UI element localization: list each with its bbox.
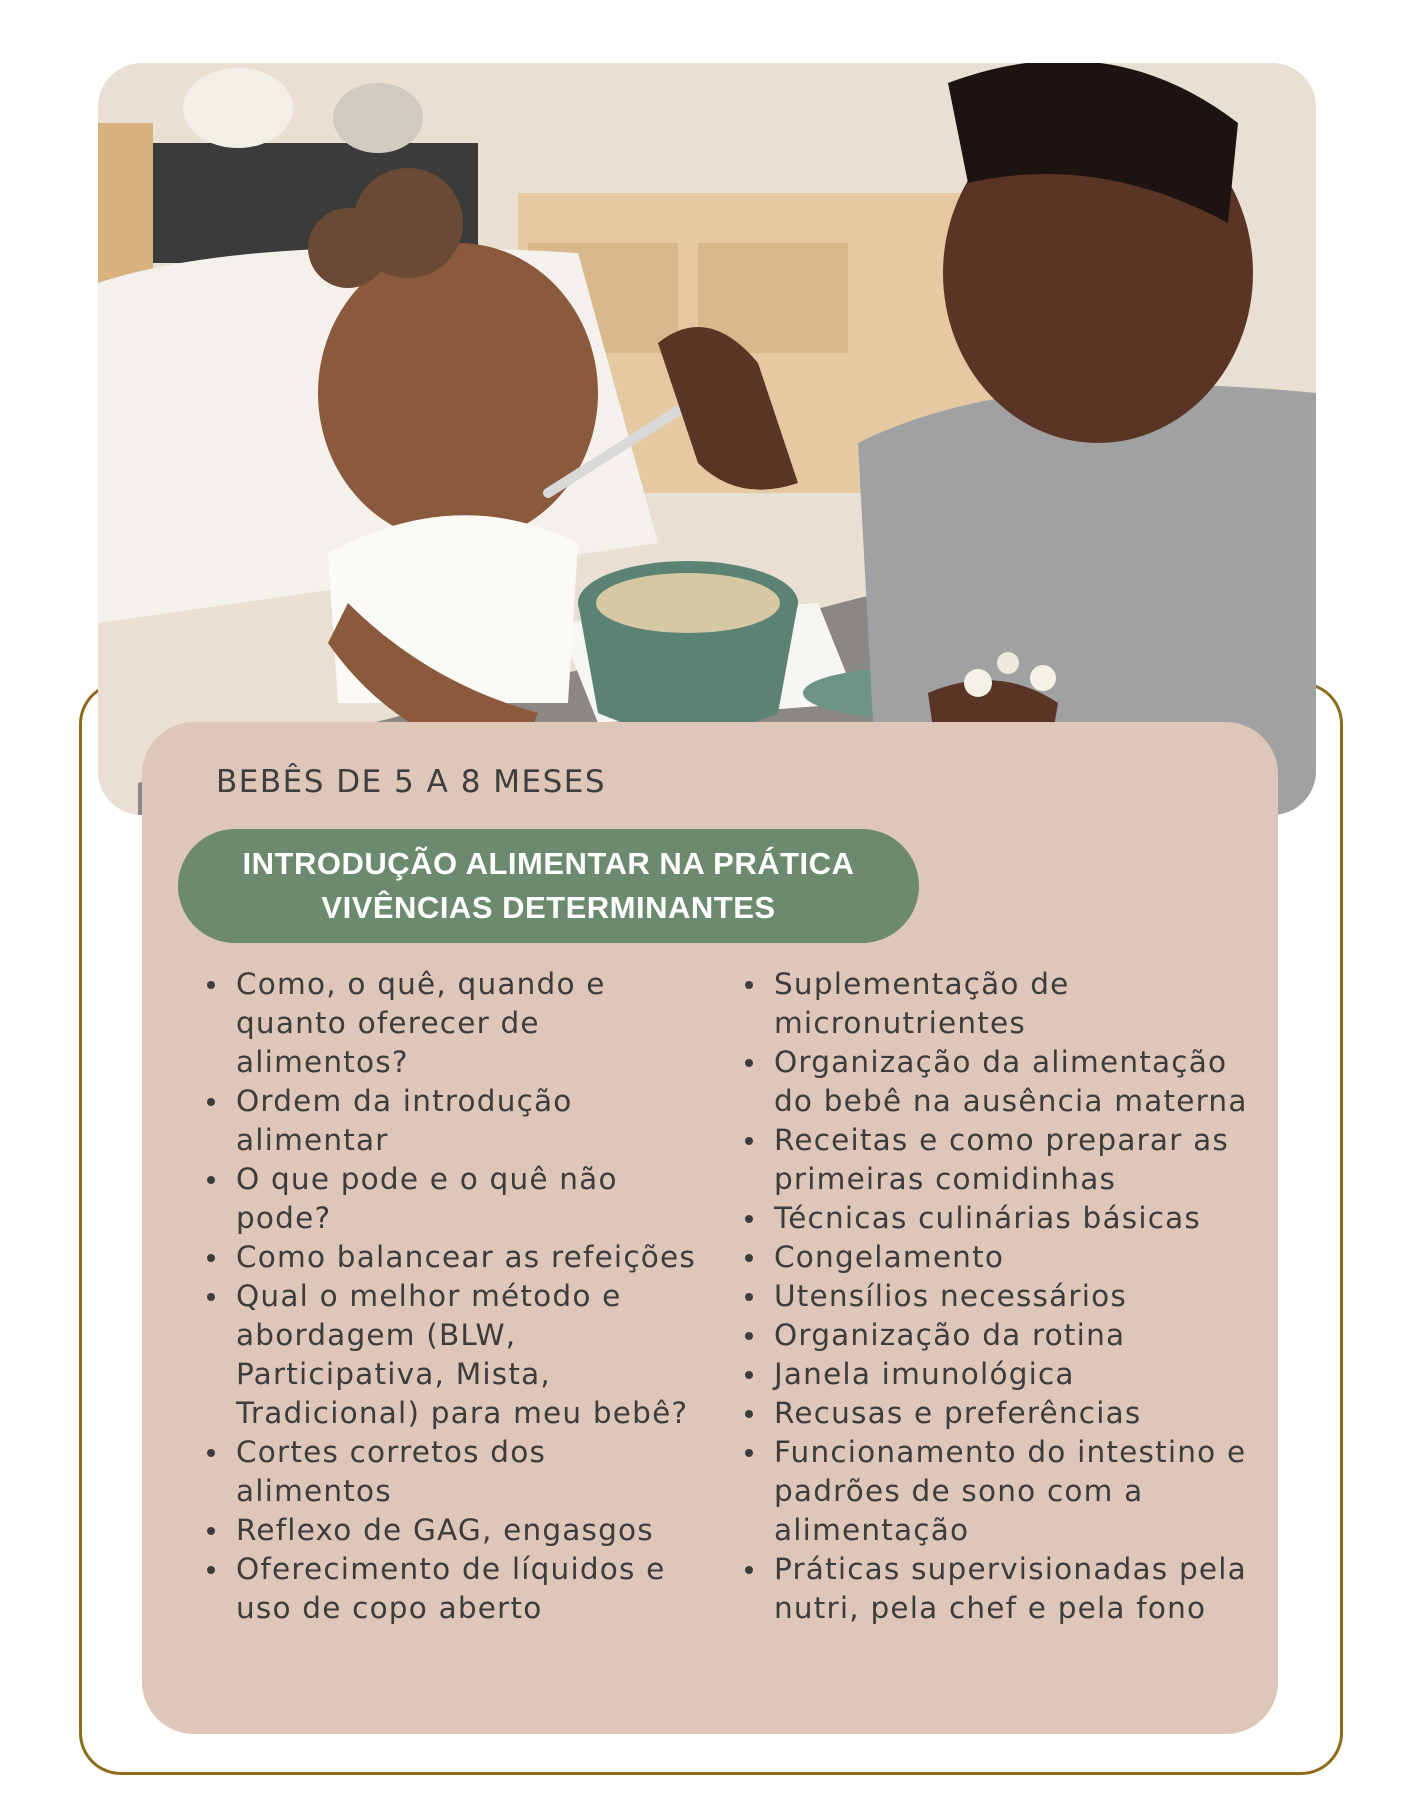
- age-subtitle: BEBÊS DE 5 A 8 MESES: [216, 764, 607, 800]
- title-line-1: INTRODUÇÃO ALIMENTAR NA PRÁTICA: [242, 846, 855, 881]
- list-item: Práticas supervisionadas pela nutri, pela chef e pela fono: [740, 1550, 1270, 1628]
- list-item: Funcionamento do intestino e padrões de sono com a alimentação: [740, 1433, 1270, 1550]
- list-item: Oferecimento de líquidos e uso de copo aberto: [202, 1550, 702, 1628]
- list-item: Utensílios necessários: [740, 1277, 1270, 1316]
- list-item: Janela imunológica: [740, 1355, 1270, 1394]
- title-pill: [178, 829, 919, 943]
- list-item: Técnicas culinárias básicas: [740, 1199, 1270, 1238]
- list-item: Organização da alimentação do bebê na ausência materna: [740, 1043, 1270, 1121]
- list-item: Congelamento: [740, 1238, 1270, 1277]
- list-item: Qual o melhor método e abordagem (BLW, Participativa, Mista, Tradicional) para meu bebê?: [202, 1277, 702, 1433]
- list-item: Cortes corretos dos alimentos: [202, 1433, 702, 1511]
- list-item: Como balancear as refeições: [202, 1238, 702, 1277]
- list-item: O que pode e o quê não pode?: [202, 1160, 702, 1238]
- topics-list-left: [202, 965, 702, 1628]
- father-feeding-baby-illustration: [98, 63, 1316, 815]
- list-item: Ordem da introdução alimentar: [202, 1082, 702, 1160]
- list-item: Suplementação de micronutrientes: [740, 965, 1270, 1043]
- list-item: Reflexo de GAG, engasgos: [202, 1511, 702, 1550]
- list-item: Organização da rotina: [740, 1316, 1270, 1355]
- topics-list-right: [740, 965, 1270, 1628]
- list-item: Como, o quê, quando e quanto oferecer de alimentos?: [202, 965, 702, 1082]
- list-item: Receitas e como preparar as primeiras comidinhas: [740, 1121, 1270, 1199]
- hero-photo: [98, 63, 1316, 815]
- title-line-2: VIVÊNCIAS DETERMINANTES: [321, 890, 776, 925]
- list-item: Recusas e preferências: [740, 1394, 1270, 1433]
